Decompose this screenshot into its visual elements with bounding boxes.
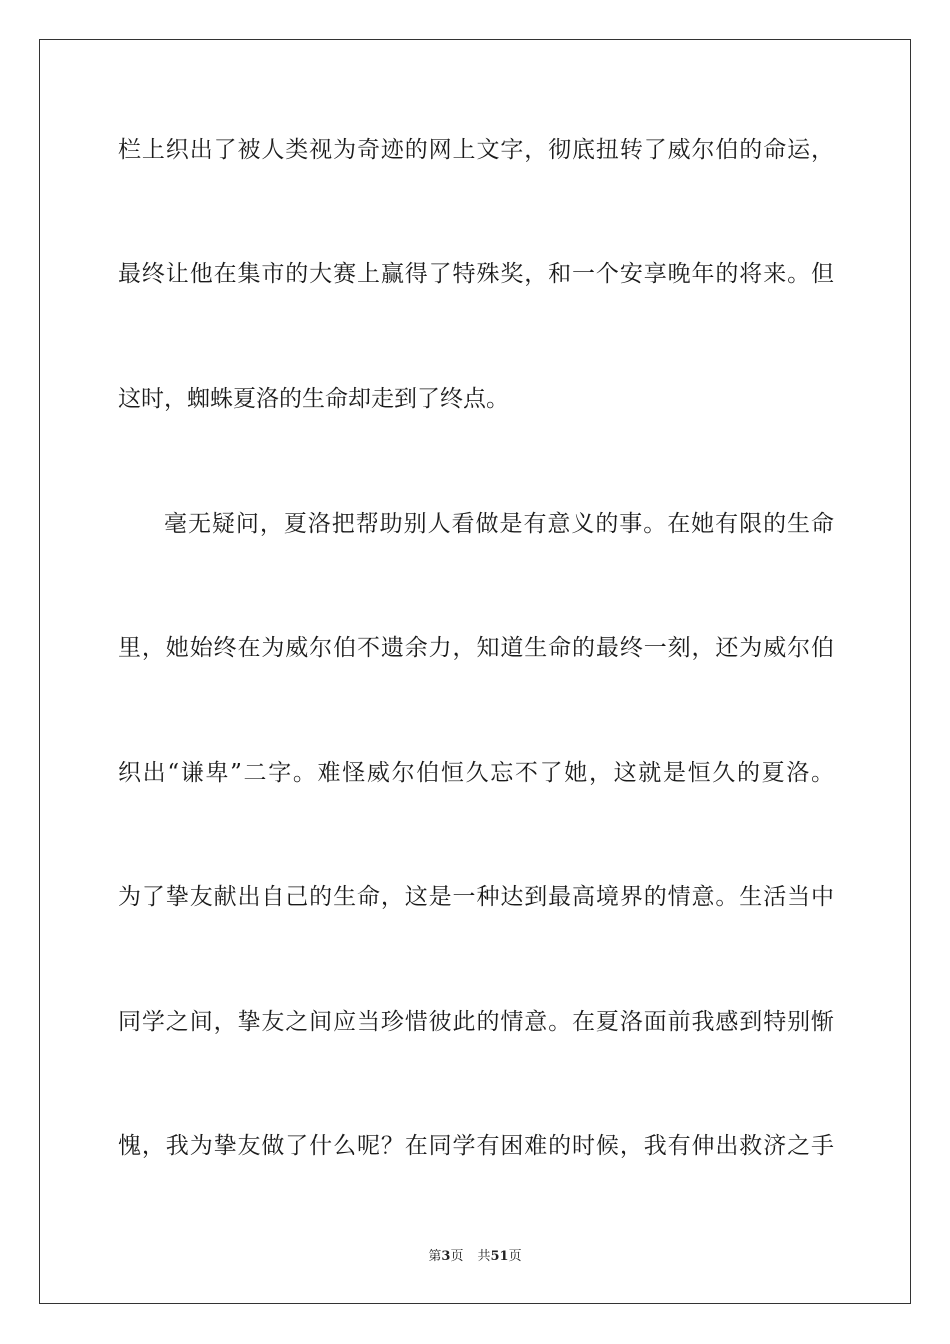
text-line-6: 织出“谦卑”二字。难怪威尔伯恒久忘不了她，这就是恒久的夏洛。 [118,760,834,786]
text-line-1: 栏上织出了被人类视为奇迹的网上文字，彻底扭转了威尔伯的命运， [118,137,834,163]
page-footer [0,1245,950,1264]
text-line-2: 最终让他在集市的大赛上赢得了特殊奖，和一个安享晚年的将来。但 [118,261,834,287]
text-line-3: 这时，蜘蛛夏洛的生命却走到了终点。 [118,386,509,412]
total-pages: 51 [490,1249,509,1264]
total-suffix: 页 [508,1249,522,1264]
text-line-5: 里，她始终在为威尔伯不遗余力，知道生命的最终一刻，还为威尔伯 [118,635,834,661]
text-line-8: 同学之间，挚友之间应当珍惜彼此的情意。在夏洛面前我感到特别惭 [118,1009,834,1035]
text-line-7: 为了挚友献出自己的生命，这是一种达到最高境界的情意。生活当中 [118,884,834,910]
page-suffix: 页 [450,1249,464,1264]
text-line-9: 愧，我为挚友做了什么呢？在同学有困难的时候，我有伸出救济之手 [118,1133,834,1159]
page-number: 3 [441,1249,451,1264]
page-border [39,39,911,1304]
text-line-4: 毫无疑问，夏洛把帮助别人看做是有意义的事。在她有限的生命 [164,511,834,537]
page-prefix: 第 [428,1249,442,1264]
total-prefix: 共 [477,1249,491,1264]
